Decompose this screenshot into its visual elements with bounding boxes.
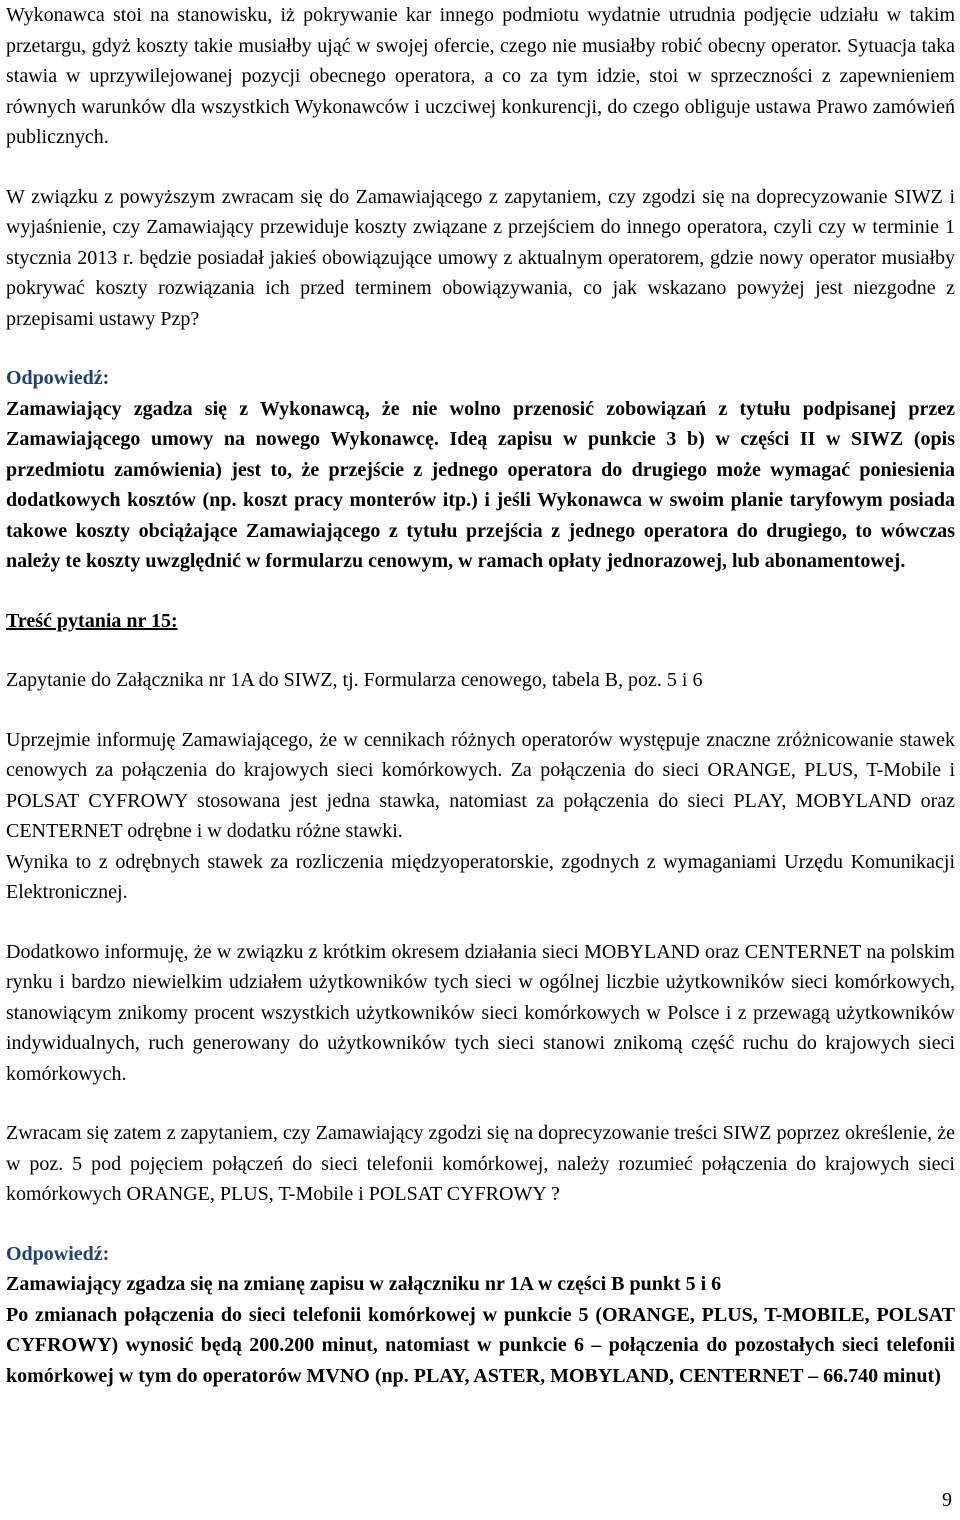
question-15-heading: Treść pytania nr 15: xyxy=(6,609,178,632)
answer-label: Odpowiedź: xyxy=(6,1242,110,1265)
paragraph-question-15: Zwracam się zatem z zapytaniem, czy Zamawiający zgodzi się na doprecyzowanie treści SIWZ poprzez określenie, że w poz. 5 pod pojęciem połączeń do sieci telefonii komórkowej, należy rozumieć połączenia do krajowych sieci komórkowych ORANGE, PLUS, T-Mobile i POLSAT CYFROWY ? xyxy=(6,1122,955,1205)
paragraph-operator-position: Wykonawca stoi na stanowisku, iż pokrywanie kar innego podmiotu wydatnie utrudnia podjęcie udziału w takim przetargu, gdyż koszty takie musiałby ująć w swojej ofercie, czego nie musiałby robić obecny operator. Sytuacja taka stawia w uprzywilejowanej pozycji obecnego operatora, a co za tym idzie, stoi w sprzeczności z zapewnieniem równych warunków dla wszystkich Wykonawców i uczciwej konkurencji, do czego obliguje ustawa Prawo zamówień publicznych. xyxy=(6,4,955,148)
answer-15-line-1: Zamawiający zgadza się na zmianę zapisu w załączniku nr 1A w części B punkt 5 i 6 xyxy=(6,1273,722,1295)
page-number: 9 xyxy=(942,1489,952,1511)
answer-15-line-2: Po zmianach połączenia do sieci telefonii komórkowej w punkcie 5 (ORANGE, PLUS, T-MOBILE, POLSAT CYFROWY) wynosić będą 200.200 minut, natomiast w punkcie 6 – połączenia do pozostałych sieci telefonii komórkowej w tym do operatorów MVNO (np. PLAY, ASTER, MOBYLAND, CENTERNET – 66.740 minut) xyxy=(6,1303,955,1387)
answer-14-text: Zamawiający zgadza się z Wykonawcą, że nie wolno przenosić zobowiązań z tytułu podpisanej przez Zamawiającego umowy na nowego Wykonawcę. Ideą zapisu w punkcie 3 b) w części II w SIWZ (opis przedmiotu zamówienia) jest to, że przejście z jednego operatora do drugiego może wymagać poniesienia dodatkowych kosztów (np. koszt pracy monterów itp.) i jeśli Wykonawca w swoim planie taryfowym posiada takowe koszty obciążające Zamawiającego z tytułu przejścia z jednego operatora do drugiego, to wówczas należy te koszty uwzględnić w formularzu cenowym, w ramach opłaty jednorazowej, lub abonamentowej. xyxy=(6,397,955,572)
document-page xyxy=(6,0,955,1391)
paragraph-rate-differences: Uprzejmie informuję Zamawiającego, że w cennikach różnych operatorów występuje znaczne zróżnicowanie stawek cenowych za połączenia do krajowych sieci komórkowych. Za połączenia do sieci ORANGE, PLUS, T-Mobile i POLSAT CYFROWY stosowana jest jedna stawka, natomiast za połączenia do sieci PLAY, MOBYLAND oraz CENTERNET odrębne i w dodatku różne stawki. xyxy=(6,728,955,842)
answer-label: Odpowiedź: xyxy=(6,367,110,389)
paragraph-question-14: W związku z powyższym zwracam się do Zamawiającego z zapytaniem, czy zgodzi się na doprecyzowanie SIWZ i wyjaśnienie, czy Zamawiający przewiduje koszty związane z przejściem do innego operatora, czyli czy w terminie 1 stycznia 2013 r. będzie posiadał jakieś obowiązujące umowy z aktualnym operatorem, gdzie nowy operator musiałby pokrywać koszty rozwiązania ich przed terminem obowiązywania, co jak wskazano powyżej jest niezgodne z przepisami ustawy Pzp? xyxy=(6,185,955,330)
paragraph-network-share: Dodatkowo informuję, że w związku z krótkim okresem działania sieci MOBYLAND oraz CENTERNET na polskim rynku i bardzo niewielkim udziałem użytkowników tych sieci w ogólnej liczbie użytkowników sieci komórkowych, stanowiącym znikomy procent wszystkich użytkowników sieci komórkowych w Polsce i z przewagą użytkowników indywidualnych, ruch generowany do użytkowników tych sieci stanowi znikomą część ruchu do krajowych sieci komórkowych. xyxy=(6,940,955,1085)
paragraph-interconnect-rates: Wynika to z odrębnych stawek za rozliczenia międzyoperatorskie, zgodnych z wymaganiami Urzędu Komunikacji Elektronicznej. xyxy=(6,850,955,903)
paragraph-attachment-query: Zapytanie do Załącznika nr 1A do SIWZ, tj. Formularza cenowego, tabela B, poz. 5 i 6 xyxy=(6,669,703,691)
